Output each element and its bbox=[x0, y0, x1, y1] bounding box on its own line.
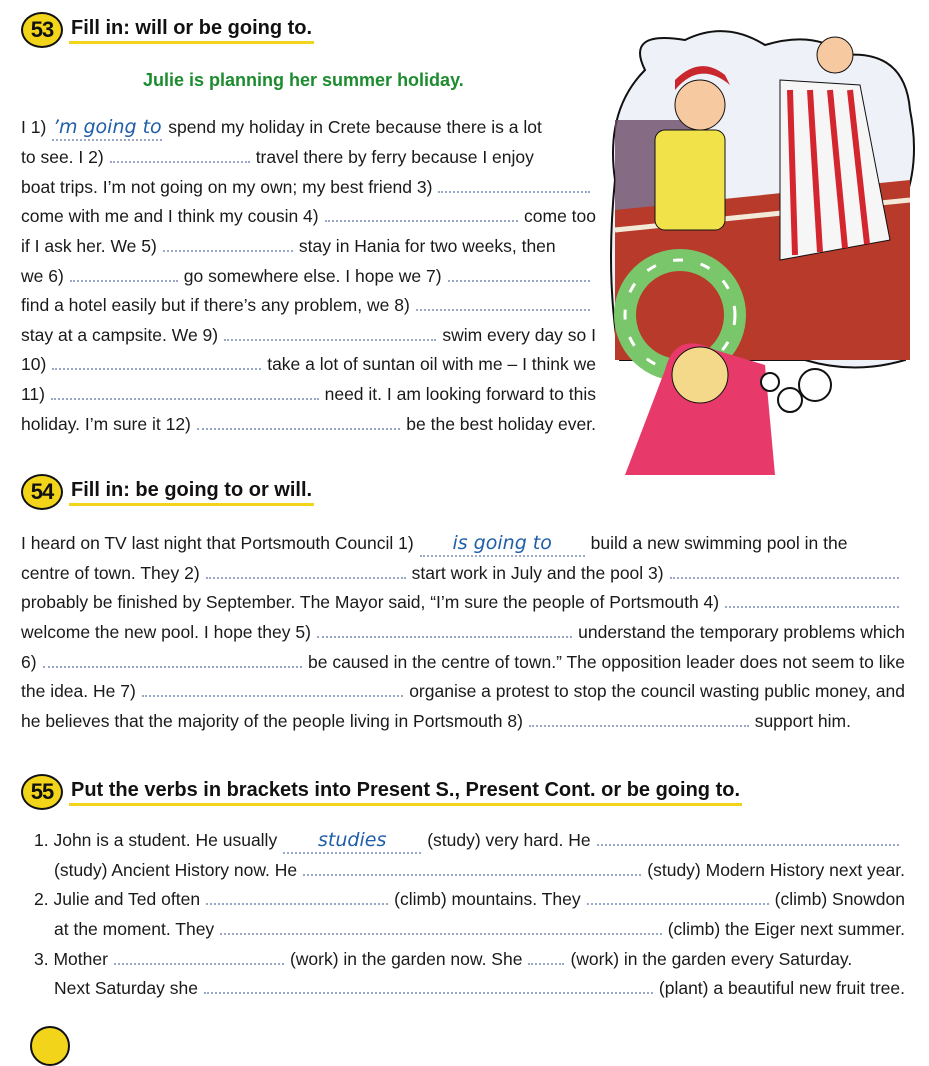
exercise-54-header bbox=[21, 474, 314, 510]
bubble-dot-large bbox=[799, 369, 831, 401]
blank-field[interactable] bbox=[220, 919, 662, 935]
text-line: centre of town. They 2) start work in July and the pool 3) bbox=[21, 561, 905, 585]
text-line: to see. I 2) travel there by ferry because I enjoy bbox=[21, 147, 534, 167]
text-line: probably be finished by September. The Mayor said, “I’m sure the people of Portsmouth 4) bbox=[21, 590, 905, 614]
blank-field[interactable] bbox=[197, 414, 400, 430]
exercise-title: Put the verbs in brackets into Present S., Present Cont. or be going to. bbox=[69, 779, 742, 806]
blank-field[interactable] bbox=[325, 206, 518, 222]
blank-field[interactable] bbox=[70, 266, 178, 282]
exercise-item: 3. Mother (work) in the garden now. She (work) in the garden every Saturday. bbox=[34, 949, 853, 969]
text-line: 11) need it. I am looking forward to this bbox=[21, 384, 596, 404]
girl-face bbox=[675, 80, 725, 130]
exercise-item: 2. Julie and Ted often (climb) mountains. They (climb) Snowdon bbox=[34, 889, 905, 909]
text-line: the idea. He 7) organise a protest to stop the council wasting public money, and bbox=[21, 681, 905, 701]
exercise-number-badge: 54 bbox=[21, 474, 63, 510]
blank-field[interactable] bbox=[204, 978, 653, 994]
exercise-subtitle: Julie is planning her summer holiday. bbox=[143, 70, 464, 90]
blank-field[interactable] bbox=[317, 622, 572, 638]
blank-field[interactable] bbox=[725, 592, 899, 608]
girl-yellow-shirt bbox=[655, 130, 725, 230]
holiday-illustration bbox=[605, 30, 920, 475]
blank-field[interactable] bbox=[110, 147, 250, 163]
exercise-title: Fill in: be going to or will. bbox=[69, 479, 314, 506]
text-line: I heard on TV last night that Portsmouth Council 1) is going to build a new swimming pool in the bbox=[21, 531, 905, 557]
blank-field[interactable] bbox=[438, 177, 590, 193]
text-line: 10) take a lot of suntan oil with me – I think we bbox=[21, 354, 596, 374]
blank-field[interactable] bbox=[587, 889, 769, 905]
blank-field[interactable] bbox=[52, 354, 261, 370]
exercise-item: 1. John is a student. He usually studies (study) very hard. He bbox=[34, 828, 905, 854]
exercise-item: Next Saturday she (plant) a beautiful new fruit tree. bbox=[54, 978, 905, 998]
blank-field[interactable] bbox=[43, 652, 302, 668]
blank-field[interactable] bbox=[163, 236, 293, 252]
exercise-title: Fill in: will or be going to. bbox=[69, 17, 314, 44]
answer-example: ’m going to bbox=[52, 115, 162, 141]
blank-field[interactable] bbox=[206, 563, 406, 579]
blank-field[interactable] bbox=[303, 860, 641, 876]
woman-face bbox=[817, 37, 853, 73]
blank-field[interactable] bbox=[416, 295, 590, 311]
text-line: find a hotel easily but if there’s any problem, we 8) bbox=[21, 293, 596, 317]
text-line: holiday. I’m sure it 12) be the best holiday ever. bbox=[21, 414, 596, 434]
bubble-dot-small bbox=[761, 373, 779, 391]
text-line: come with me and I think my cousin 4) come too bbox=[21, 206, 596, 226]
blank-field[interactable] bbox=[528, 949, 564, 965]
blank-field[interactable] bbox=[670, 563, 899, 579]
text-line: he believes that the majority of the people living in Portsmouth 8) support him. bbox=[21, 711, 851, 731]
blank-field[interactable] bbox=[206, 889, 388, 905]
text-line: I 1) ’m going to spend my holiday in Crete because there is a lot bbox=[21, 115, 596, 141]
blank-field[interactable] bbox=[224, 325, 436, 341]
text-line: we 6) go somewhere else. I hope we 7) bbox=[21, 264, 596, 288]
blank-field[interactable] bbox=[114, 949, 284, 965]
text-line: boat trips. I’m not going on my own; my best friend 3) bbox=[21, 175, 596, 199]
blank-field[interactable] bbox=[529, 711, 749, 727]
blank-field[interactable] bbox=[448, 266, 590, 282]
bubble-dot-medium bbox=[778, 388, 802, 412]
answer-example: studies bbox=[283, 828, 421, 854]
blank-field[interactable] bbox=[597, 830, 899, 846]
text-line: if I ask her. We 5) stay in Hania for two weeks, then bbox=[21, 236, 556, 256]
blank-field[interactable] bbox=[142, 681, 403, 697]
exercise-55-header bbox=[21, 774, 742, 810]
exercise-53-header bbox=[21, 12, 314, 48]
exercise-item: at the moment. They (climb) the Eiger next summer. bbox=[54, 919, 905, 939]
exercise-number-badge: 55 bbox=[21, 774, 63, 810]
text-line: welcome the new pool. I hope they 5) understand the temporary problems which bbox=[21, 622, 905, 642]
next-exercise-badge-partial bbox=[30, 1026, 70, 1066]
sad-girl-head bbox=[672, 347, 728, 403]
answer-example: is going to bbox=[420, 531, 585, 557]
blank-field[interactable] bbox=[51, 384, 319, 400]
text-line: 6) be caused in the centre of town.” The opposition leader does not seem to like bbox=[21, 652, 905, 672]
exercise-number-badge: 53 bbox=[21, 12, 63, 48]
exercise-item: (study) Ancient History now. He (study) Modern History next year. bbox=[54, 860, 905, 880]
text-line: stay at a campsite. We 9) swim every day so I bbox=[21, 325, 596, 345]
